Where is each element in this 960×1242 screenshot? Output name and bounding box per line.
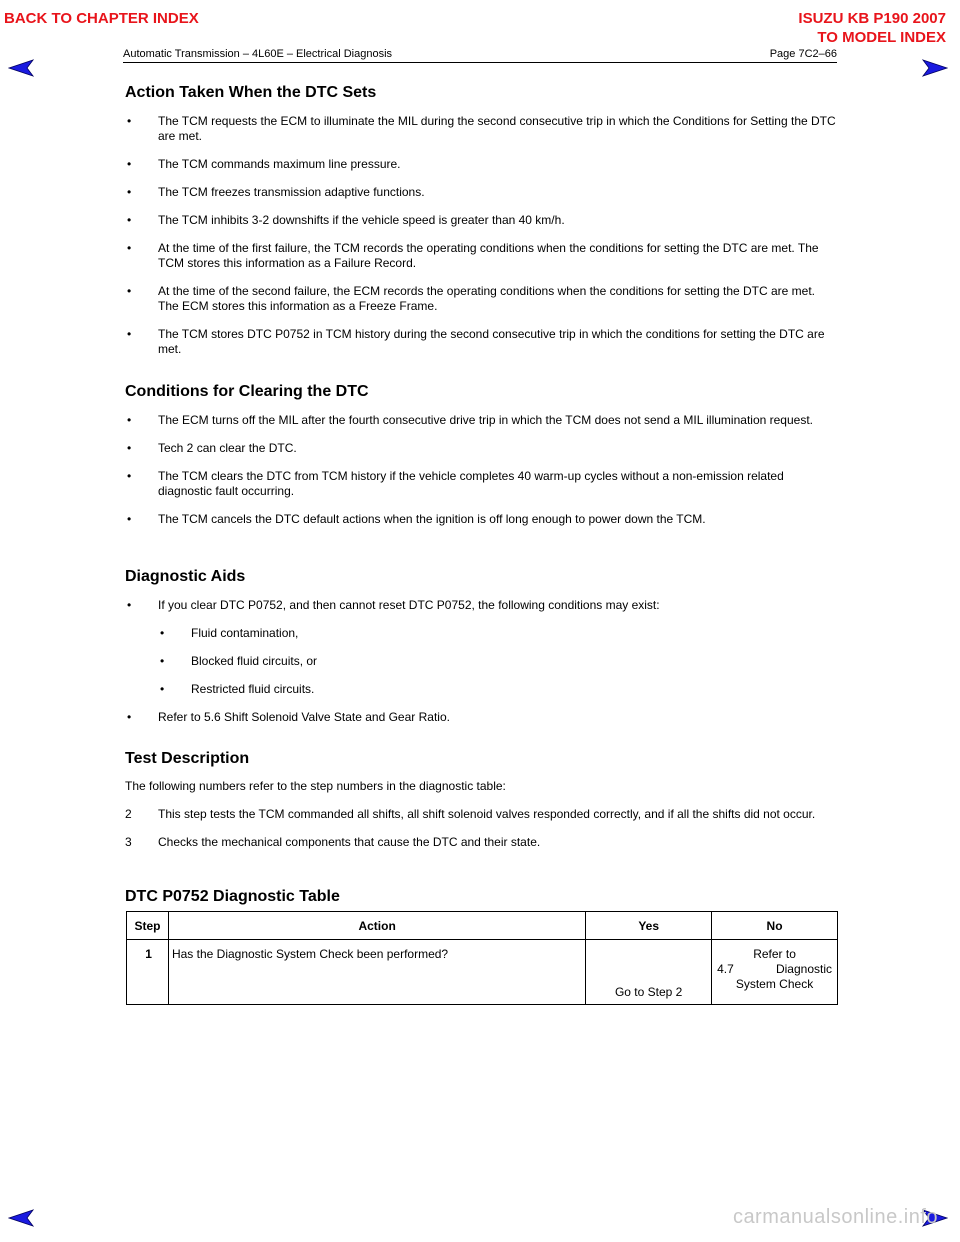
- previous-page-arrow-icon[interactable]: [8, 59, 34, 77]
- list-item: • The TCM commands maximum line pressure.: [125, 157, 837, 172]
- page-header: [123, 47, 837, 63]
- column-header-action: Action: [168, 912, 585, 940]
- section-action-taken: [125, 82, 837, 357]
- list-item: • Refer to 5.6 Shift Solenoid Valve State and Gear Ratio.: [125, 710, 837, 725]
- list-item: • The TCM cancels the DTC default actions when the ignition is off long enough to power down the TCM.: [125, 512, 837, 527]
- diagnostic-table: [126, 911, 838, 1005]
- list-item: • If you clear DTC P0752, and then cannot reset DTC P0752, the following conditions may exist:: [125, 598, 837, 613]
- back-to-chapter-index-link[interactable]: BACK TO CHAPTER INDEX: [4, 10, 199, 27]
- no-cell-line: [717, 962, 832, 977]
- sub-list-item: • Fluid contamination,: [125, 626, 837, 641]
- list-item: • At the time of the second failure, the ECM records the operating conditions when the conditions for setting the DTC are met. The ECM stores this information as a Freeze Frame.: [125, 284, 837, 314]
- list-item: • The TCM freezes transmission adaptive functions.: [125, 185, 837, 200]
- test-intro: The following numbers refer to the step numbers in the diagnostic table:: [125, 779, 506, 793]
- section-clearing-conditions: [125, 381, 837, 527]
- test-step-number: 3: [125, 835, 132, 849]
- list-item: • The TCM requests the ECM to illuminate the MIL during the second consecutive trip in which the Conditions for Setting the DTC are met.: [125, 114, 837, 144]
- section-heading: Conditions for Clearing the DTC: [125, 383, 369, 400]
- no-cell-line: Refer to: [753, 947, 796, 961]
- test-step-text: Checks the mechanical components that cause the DTC and their state.: [158, 835, 541, 849]
- section-diagnostic-table: [125, 886, 837, 908]
- no-cell-word: 4.7: [717, 962, 734, 976]
- next-page-arrow-icon[interactable]: [922, 59, 948, 77]
- test-step: [125, 835, 837, 850]
- list-item: • The TCM clears the DTC from TCM history if the vehicle completes 40 warm-up cycles without a non-emission related diagnostic fault occurring.: [125, 469, 837, 499]
- list-item: • The ECM turns off the MIL after the fourth consecutive drive trip in which the TCM does not send a MIL illumination request.: [125, 413, 837, 428]
- test-step: [125, 807, 837, 822]
- sub-list-item: • Restricted fluid circuits.: [125, 682, 837, 697]
- to-model-index-link[interactable]: TO MODEL INDEX: [817, 29, 946, 46]
- section-test-description: [125, 748, 837, 850]
- no-cell-word: Diagnostic: [775, 962, 832, 976]
- test-step-number: 2: [125, 807, 132, 821]
- model-title-link[interactable]: ISUZU KB P190 2007: [798, 10, 946, 27]
- column-header-yes: Yes: [586, 912, 712, 940]
- table-cell-yes: Go to Step 2: [586, 940, 712, 1005]
- table-cell-step: 1: [127, 940, 169, 1005]
- table-header-row: [127, 912, 838, 940]
- header-document-title: Automatic Transmission – 4L60E – Electrical Diagnosis: [123, 48, 393, 60]
- test-step-text: This step tests the TCM commanded all shifts, all shift solenoid valves responded correctly, and if all the shifts did not occur.: [158, 807, 816, 821]
- table-row: [127, 940, 838, 1005]
- table-cell-action: Has the Diagnostic System Check been performed?: [168, 940, 585, 1005]
- column-header-step: Step: [127, 912, 169, 940]
- section-diagnostic-aids: [125, 566, 837, 725]
- table-cell-no: [712, 940, 838, 1005]
- list-item: • The TCM inhibits 3-2 downshifts if the vehicle speed is greater than 40 km/h.: [125, 213, 837, 228]
- section-heading: Action Taken When the DTC Sets: [125, 84, 377, 101]
- header-page-number: Page 7C2–66: [769, 48, 837, 60]
- section-heading: Test Description: [125, 750, 250, 767]
- watermark: carmanualsonline.info: [732, 1206, 938, 1228]
- sub-list-item: • Blocked fluid circuits, or: [125, 654, 837, 669]
- column-header-no: No: [712, 912, 838, 940]
- section-heading: Diagnostic Aids: [125, 568, 246, 585]
- previous-page-arrow-icon[interactable]: [8, 1209, 34, 1227]
- list-item: • The TCM stores DTC P0752 in TCM history during the second consecutive trip in which the conditions for setting the DTC are met.: [125, 327, 837, 357]
- list-item: • At the time of the first failure, the TCM records the operating conditions when the conditions for setting the DTC are met. The TCM stores this information as a Failure Record.: [125, 241, 837, 271]
- list-item: • Tech 2 can clear the DTC.: [125, 441, 837, 456]
- section-heading: DTC P0752 Diagnostic Table: [125, 888, 340, 905]
- no-cell-line: System Check: [735, 977, 814, 991]
